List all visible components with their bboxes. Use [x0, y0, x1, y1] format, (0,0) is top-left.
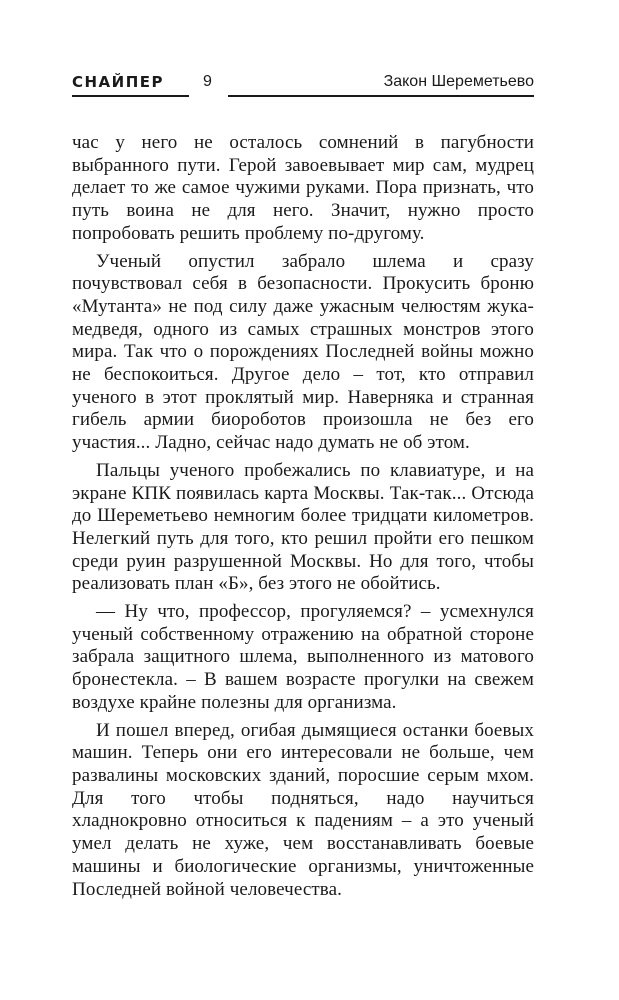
- book-title: Закон Шереметьево: [383, 73, 534, 90]
- paragraph: Ученый опустил забрало шлема и сразу почувствовал себя в безопасности. Прокусить броню «Мутанта» не под силу даже ужасным челюстям жука-медведя, одного из самых страшных монстров этого мира. Так что о порождениях Последней войны можно не беспокоиться. Другое дело – тот, кто отправил ученого в этот проклятый мир. Наверняка и странная гибель армии биороботов произошла не без его участия... Ладно, сейчас надо думать не об этом.: [72, 250, 534, 454]
- paragraph: — Ну что, профессор, прогуляемся? – усмехнулся ученый собственному отражению на обратной стороне забрала защитного шлема, выполненного из матового бронестекла. – В вашем возрасте прогулки на свежем воздухе крайне полезны для организма.: [72, 601, 534, 713]
- paragraph: Пальцы ученого пробежались по клавиатуре, и на экране КПК появилась карта Москвы. Так-так... Отсюда до Шереметьево немногим более тридцати километров. Нелегкий путь для того, кто решил пройти его пешком среди руин разрушенной Москвы. Но для того, чтобы реализовать план «Б», без этого не обойтись.: [72, 459, 534, 595]
- page-number: 9: [203, 73, 212, 90]
- header-rule-left: [72, 95, 189, 97]
- paragraph: час у него не осталось сомнений в пагубности выбранного пути. Герой завоевывает мир сам, мудрец делает то же самое чужими руками. Пора признать, что путь воина не для него. Значит, нужно просто попробовать решить проблему по-другому.: [72, 132, 534, 244]
- body-text: [72, 132, 534, 906]
- paragraph: И пошел вперед, огибая дымящиеся останки боевых машин. Теперь они его интересовали не больше, чем развалины московских зданий, поросшие серым мхом. Для того чтобы подняться, надо научиться хладнокровно относиться к падениям – а это ученый умел делать не хуже, чем восстанавливать боевые машины и биологические организмы, уничтоженные Последней войной человечества.: [72, 719, 534, 900]
- header-rule-right: [228, 95, 534, 97]
- series-title: СНАЙПЕР: [72, 73, 165, 91]
- running-header: [72, 73, 534, 99]
